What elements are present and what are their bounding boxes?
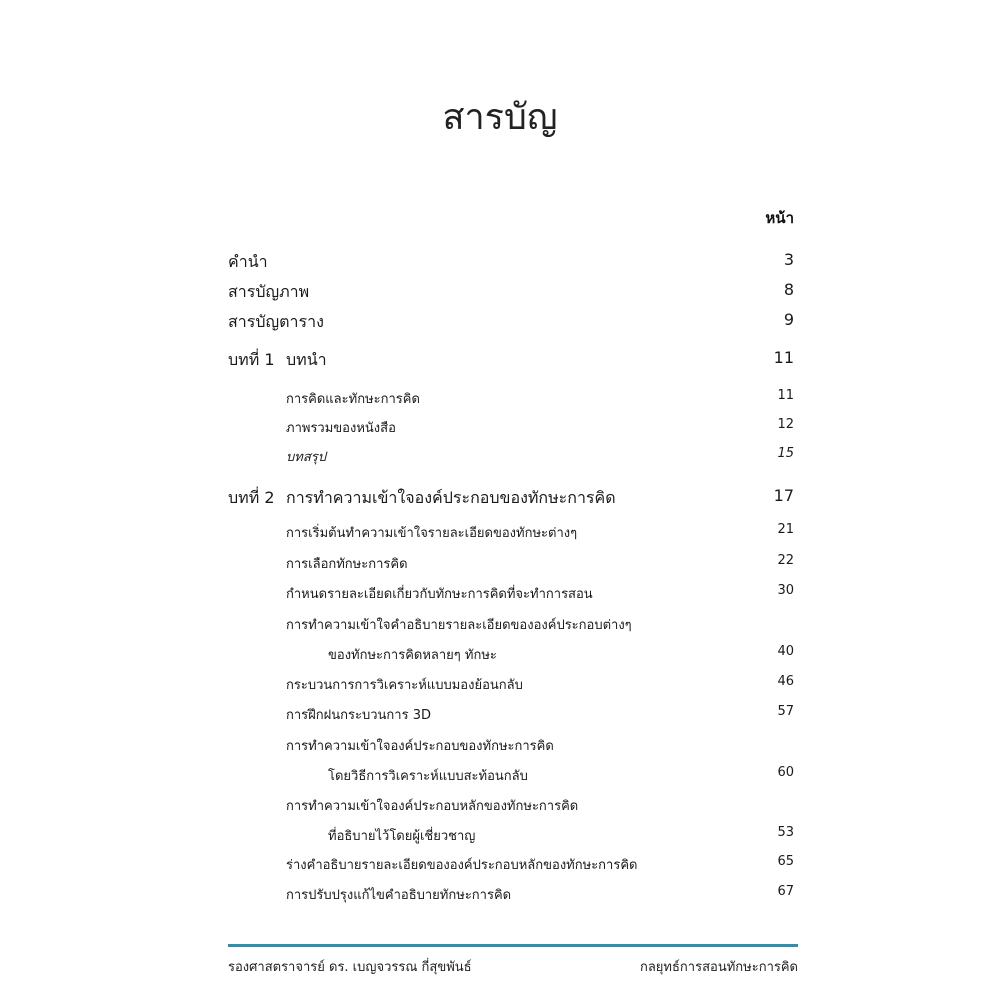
toc-entry-title: บทสรุป (286, 450, 326, 465)
footer-divider (228, 944, 798, 947)
toc-entry-list-of-figures[interactable] (0, 280, 1000, 304)
page-title: สารบัญ (442, 97, 558, 138)
toc-entry-title: การฝึกฝนกระบวนการ 3D (286, 708, 431, 723)
toc-chapter-2[interactable] (0, 486, 1000, 510)
footer-book-title: กลยุทธ์การสอนทักษะการคิด (639, 960, 798, 975)
toc-entry-page: 60 (777, 765, 794, 780)
toc-entry-page: 15 (777, 446, 794, 461)
toc-entry[interactable] (0, 704, 1000, 728)
toc-entry[interactable] (0, 583, 1000, 607)
toc-entry-title: การคิดและทักษะการคิด (286, 392, 420, 407)
toc-entry-title: โดยวิธีการวิเคราะห์แบบสะท้อนกลับ (328, 769, 528, 784)
toc-entry-page: 9 (783, 310, 794, 329)
toc-entry-page: 11 (777, 388, 794, 403)
page-column-label: หน้า (765, 209, 794, 227)
toc-entry[interactable] (0, 674, 1000, 698)
toc-entry-title: ของทักษะการคิดหลายๆ ทักษะ (328, 648, 497, 663)
toc-entry-page: 67 (777, 884, 794, 899)
toc-chapter-1[interactable] (0, 348, 1000, 372)
toc-chapter-number: บทที่ 2 (228, 488, 275, 507)
toc-entry-title: กระบวนการการวิเคราะห์แบบมองย้อนกลับ (286, 678, 523, 693)
toc-entry-page: 11 (773, 348, 794, 367)
toc-entry-page: 12 (777, 417, 794, 432)
toc-entry[interactable] (0, 614, 1000, 638)
toc-entry-title: ที่อธิบายไว้โดยผู้เชี่ยวชาญ (328, 829, 476, 844)
toc-entry-preface[interactable] (0, 250, 1000, 274)
toc-entry[interactable] (0, 735, 1000, 759)
toc-entry-title: การเลือกทักษะการคิด (286, 557, 408, 572)
toc-entry[interactable] (0, 388, 1000, 412)
toc-entry-title: ภาพรวมของหนังสือ (286, 421, 396, 436)
toc-entry-title: การทำความเข้าใจองค์ประกอบของทักษะการคิด (286, 488, 616, 507)
toc-entry[interactable] (0, 854, 1000, 878)
toc-entry-title: การทำความเข้าใจองค์ประกอบของทักษะการคิด (286, 739, 554, 754)
toc-entry-page: 22 (777, 553, 794, 568)
toc-entry-title: การทำความเข้าใจองค์ประกอบหลักของทักษะการคิด (286, 799, 579, 814)
toc-entry-title: กำหนดรายละเอียดเกี่ยวกับทักษะการคิดที่จะทำการสอน (286, 587, 593, 602)
toc-entry[interactable] (0, 795, 1000, 819)
toc-entry-page: 53 (777, 825, 794, 840)
toc-entry-title: บทนำ (286, 350, 327, 369)
footer-author: รองศาสตราจารย์ ดร. เบญจวรรณ กี่สุขพันธ์ (228, 960, 472, 975)
toc-entry[interactable] (0, 553, 1000, 577)
toc-entry-page: 40 (777, 644, 794, 659)
toc-entry-title: ร่างคำอธิบายรายละเอียดขององค์ประกอบหลักของทักษะการคิด (286, 858, 638, 873)
toc-entry-title: การปรับปรุงแก้ไขคำอธิบายทักษะการคิด (286, 888, 512, 903)
toc-entry-page: 3 (783, 250, 794, 269)
toc-entry-continuation[interactable] (0, 765, 1000, 789)
toc-entry-list-of-tables[interactable] (0, 310, 1000, 334)
toc-entry[interactable] (0, 522, 1000, 546)
toc-entry-page: 46 (777, 674, 794, 689)
toc-entry-page: 65 (777, 854, 794, 869)
toc-entry-title: คำนำ (228, 252, 268, 271)
toc-entry-title: การทำความเข้าใจคำอธิบายรายละเอียดขององค์ประกอบต่างๆ (286, 618, 632, 633)
toc-entry-continuation[interactable] (0, 825, 1000, 849)
toc-entry-continuation[interactable] (0, 644, 1000, 668)
toc-entry-title: การเริ่มต้นทำความเข้าใจรายละเอียดของทักษะต่างๆ (286, 526, 578, 541)
toc-entry-page: 57 (777, 704, 794, 719)
toc-entry-page: 8 (783, 280, 794, 299)
toc-entry-title: สารบัญตาราง (228, 312, 324, 331)
toc-entry[interactable] (0, 446, 1000, 470)
toc-entry-page: 17 (773, 486, 794, 505)
toc-entry[interactable] (0, 417, 1000, 441)
toc-entry-title: สารบัญภาพ (228, 282, 310, 301)
toc-chapter-number: บทที่ 1 (228, 350, 275, 369)
toc-entry-page: 30 (777, 583, 794, 598)
toc-entry[interactable] (0, 884, 1000, 908)
toc-entry-page: 21 (777, 522, 794, 537)
